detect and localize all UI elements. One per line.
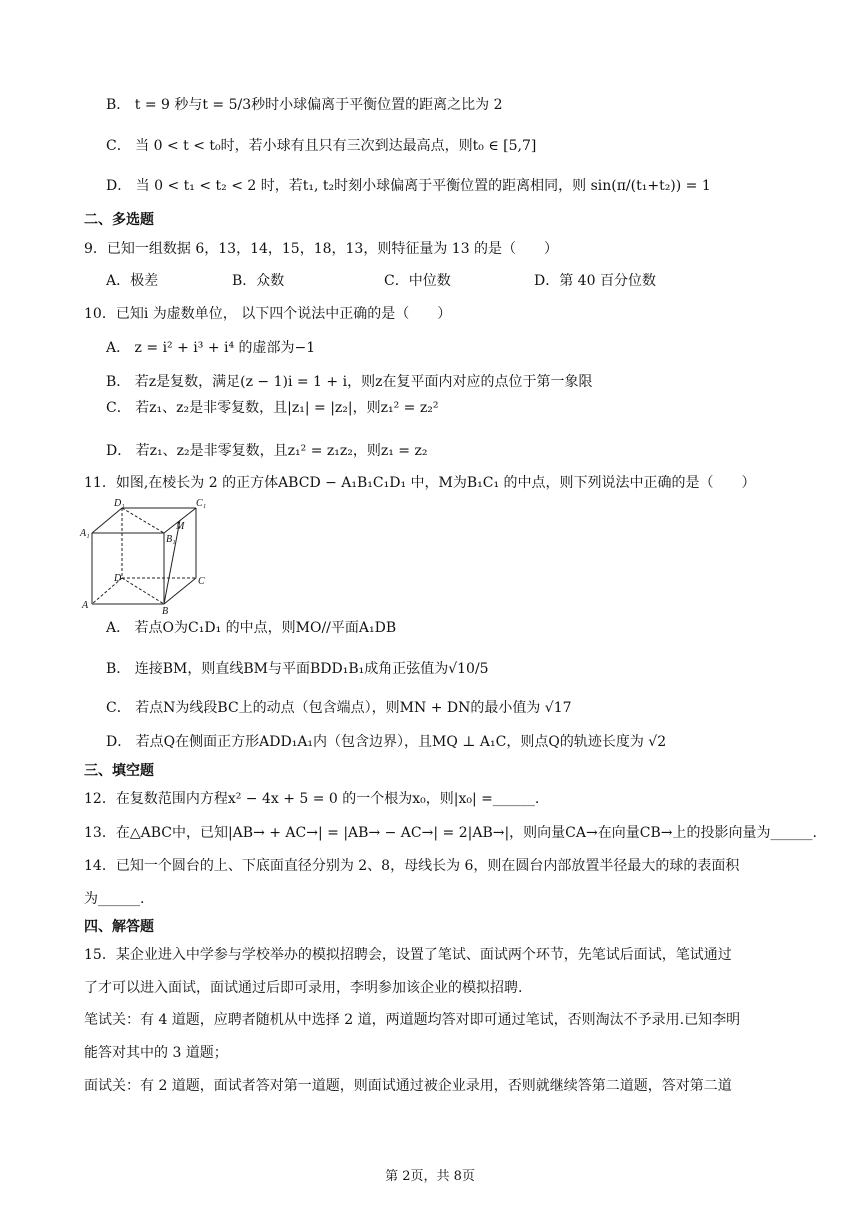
label-c1: C₁: [196, 498, 207, 509]
q11-option-b: B． 连接BM，则直线BM与平面BDD₁B₁成角正弦值为√10/5: [106, 661, 489, 677]
q8-option-d: D． 当 0 < t₁ < t₂ < 2 时，若t₁, t₂时刻小球偏离于平衡位置的距离相同，则 sin(π/(t₁+t₂)) = 1: [106, 178, 711, 194]
q13-stem: 13．在△ABC中，已知|AB→ + AC→| = |AB→ − AC→| = 2|AB→|，则向量CA→在向量CB→上的投影向量为______.: [84, 825, 817, 841]
page-footer: 第 2页，共 8页: [385, 1169, 475, 1184]
q10-option-c: C． 若z₁、z₂是非零复数，且|z₁| = |z₂|，则z₁² = z₂²: [106, 400, 439, 416]
q10-option-d: D． 若z₁、z₂是非零复数，且z₁² = z₁z₂，则z₁ = z₂: [106, 443, 428, 459]
q11-stem: 11．如图,在棱长为 2 的正方体ABCD − A₁B₁C₁D₁ 中，M为B₁C₁ 的中点，则下列说法中正确的是（ ）: [84, 475, 756, 491]
q8-option-c: C． 当 0 < t < t₀时，若小球有且只有三次到达最高点，则t₀ ∈ [5,7]: [106, 138, 537, 154]
q10-option-a: A． z = i² + i³ + i⁴ 的虚部为−1: [106, 340, 316, 356]
q15-line-3: 笔试关：有 4 道题，应聘者随机从中选择 2 道，两道题均答对即可通过笔试，否则淘汰不予录用.已知李明: [84, 1012, 741, 1028]
q9-option-c: C．中位数: [384, 273, 451, 289]
q15-line-5: 面试关：有 2 道题，面试者答对第一道题，则面试通过被企业录用，否则就继续答第二道题，答对第二道: [84, 1078, 732, 1094]
cube-figure: [78, 496, 208, 614]
section-heading-multiple-choice: 二、多选题: [84, 212, 154, 228]
q15-line-4: 能答对其中的 3 道题；: [84, 1045, 228, 1061]
q15-line-2: 了才可以进入面试，面试通过后即可录用，李明参加该企业的模拟招聘.: [84, 980, 523, 996]
q11-option-c: C． 若点N为线段BC上的动点（包含端点），则MN + DN的最小值为 √17: [106, 700, 572, 716]
label-d: D: [114, 573, 122, 584]
q10-stem: 10．已知i 为虚数单位， 以下四个说法中正确的是（ ）: [84, 306, 452, 322]
label-c: C: [198, 576, 205, 587]
label-b1: B₁: [166, 534, 176, 545]
label-b: B: [162, 606, 169, 614]
q15-line-1: 15．某企业进入中学参与学校举办的模拟招聘会，设置了笔试、面试两个环节，先笔试后面试，笔试通过: [84, 947, 732, 963]
q14-line-2: 为______.: [84, 891, 145, 907]
q14-line-1: 14．已知一个圆台的上、下底面直径分别为 2、8，母线长为 6，则在圆台内部放置半径最大的球的表面积: [84, 858, 740, 874]
q10-option-b: B． 若z是复数，满足(z − 1)i = 1 + i，则z在复平面内对应的点位于第一象限: [106, 374, 593, 390]
label-a: A: [82, 600, 89, 611]
section-heading-solutions: 四、解答题: [84, 919, 154, 935]
label-a1: A₁: [80, 528, 90, 539]
q9-option-b: B．众数: [232, 273, 285, 289]
q12-stem: 12．在复数范围内方程x² − 4x + 5 = 0 的一个根为x₀，则|x₀| =______.: [84, 791, 540, 807]
section-heading-fill-in: 三、填空题: [84, 763, 154, 779]
q9-option-d: D．第 40 百分位数: [534, 273, 656, 289]
q11-option-a: A． 若点O为C₁D₁ 的中点，则MO//平面A₁DB: [106, 620, 397, 636]
q9-option-a: A．极差: [106, 273, 159, 289]
q11-option-d: D． 若点Q在侧面正方形ADD₁A₁内（包含边界），且MQ ⊥ A₁C，则点Q的轨迹长度为 √2: [106, 734, 667, 750]
label-m: M: [176, 521, 185, 532]
q9-stem: 9．已知一组数据 6，13，14，15，18，13，则特征量为 13 的是（ ）: [84, 241, 559, 257]
label-d1: D₁: [114, 498, 125, 509]
q8-option-b: B． t = 9 秒与t = 5/3秒时小球偏离于平衡位置的距离之比为 2: [106, 97, 503, 113]
